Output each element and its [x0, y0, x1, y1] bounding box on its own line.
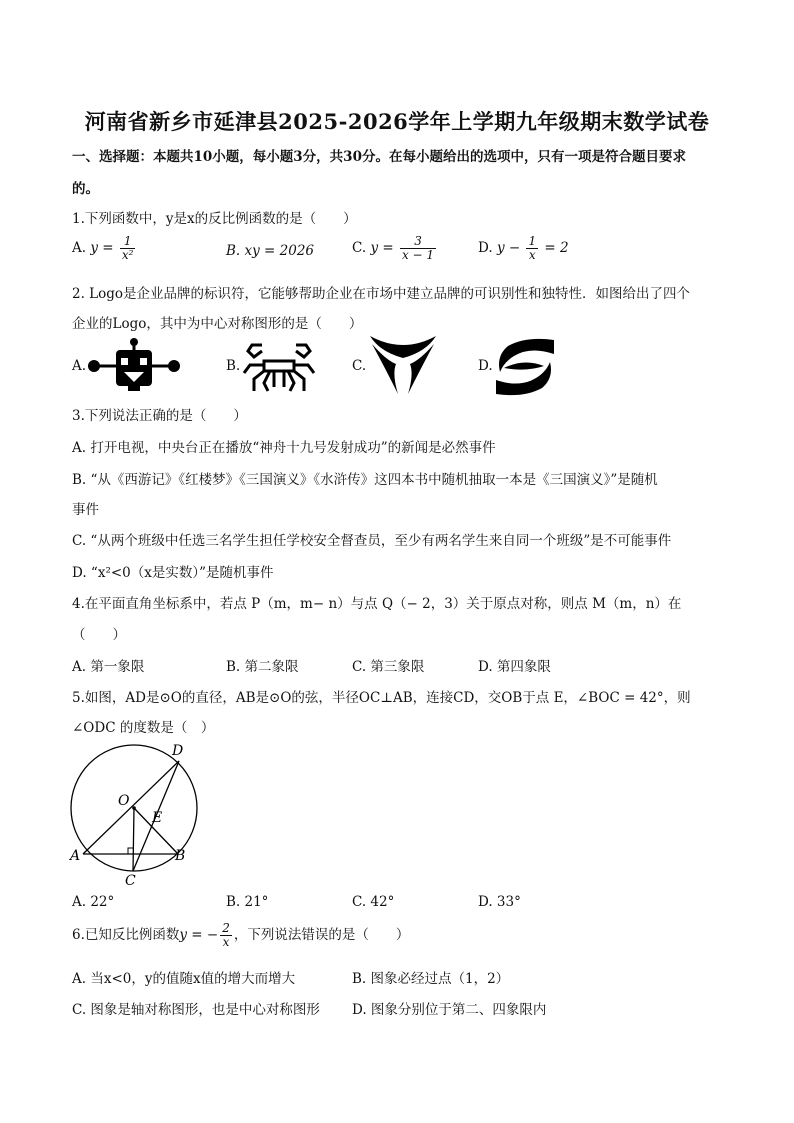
q6-option-c: C. 图象是轴对称图形，也是中心对称图形: [72, 1002, 320, 1018]
label-b: B: [175, 848, 186, 864]
q1-c-fraction: [400, 235, 436, 262]
q4-option-d: D. 第四象限: [478, 659, 551, 675]
q5-stem-2: ∠ODC 的度数是（ ）: [72, 720, 215, 736]
q3-stem: 3.下列说法正确的是（ ）: [72, 408, 247, 424]
q2-label-c: C.: [352, 358, 367, 374]
q6-stem: [72, 922, 409, 949]
q1-d-label: D.: [478, 240, 493, 256]
label-o: O: [118, 793, 130, 809]
q4-option-a: A. 第一象限: [72, 659, 145, 675]
q1-d-fraction: [526, 235, 538, 262]
q1-d-lhs: y −: [496, 240, 521, 256]
q3-option-b-1: B. “从《西游记》《红楼梦》《三国演义》《水浒传》这四本书中随机抽取一本是《三国演义》”是随机: [72, 472, 658, 488]
label-c: C: [125, 873, 136, 888]
q1-a-num: 1: [120, 235, 136, 249]
q2-label-d: D.: [478, 358, 493, 374]
q6-den: x: [222, 935, 230, 949]
q3-option-a: A. 打开电视，中央台正在播放“神舟十九号发射成功”的新闻是必然事件: [72, 440, 496, 456]
q4-stem-1: 4.在平面直角坐标系中，若点 P（m，m− n）与点 Q（− 2，3）关于原点对称，则点 M（m，n）在: [72, 596, 682, 612]
q1-option-c: [352, 235, 438, 262]
exam-title: 河南省新乡市延津县2025-2026学年上学期九年级期末数学试卷: [84, 109, 710, 134]
q3-option-d: D. “x²<0（x是实数）”是随机事件: [72, 565, 274, 581]
q1-d-num: 1: [528, 234, 537, 248]
section-heading: 一、选择题：本题共10小题，每小题3分，共30分。在每小题给出的选项中，只有一项是符合题目要求: [72, 149, 686, 165]
q6-option-a: A. 当x<0，y的值随x值的增大而增大: [72, 971, 296, 987]
q1-a-den: x²: [121, 248, 134, 262]
q1-option-a: [72, 235, 137, 262]
label-d: D: [172, 743, 184, 759]
q4-stem-2: （ ）: [72, 627, 126, 643]
label-e: E: [152, 810, 163, 826]
q2-stem-2: 企业的Logo，其中为中心对称图形的是（ ）: [72, 316, 363, 332]
robot-logo-icon: [88, 338, 180, 394]
q5-option-c: C. 42°: [352, 894, 395, 910]
q3-option-c: C. “从两个班级中任选三名学生担任学校安全督查员，至少有两名学生来自同一个班级”是不可能事件: [72, 533, 672, 549]
q1-c-num: 3: [400, 235, 436, 249]
q5-stem-1: 5.如图，AD是⊙O的直径，AB是⊙O的弦，半径OC⊥AB，连接CD，交OB于点 E，∠BOC = 42°，则: [72, 690, 691, 706]
q6-num: 2: [222, 921, 230, 935]
section-heading-cont: 的。: [72, 181, 99, 197]
q1-d-rhs: = 2: [544, 240, 569, 256]
label-a: A: [70, 848, 81, 864]
crab-logo-icon: [238, 337, 320, 395]
tri-blade-logo-icon: [368, 334, 438, 396]
q6-option-d: D. 图象分别位于第二、四象限内: [352, 1002, 547, 1018]
q6-stem-lhs: y = −: [179, 927, 219, 943]
q1-a-label: A.: [72, 240, 87, 256]
q6-stem-post: ，下列说法错误的是（ ）: [233, 927, 410, 943]
q2-label-b: B.: [226, 358, 241, 374]
q4-option-b: B. 第二象限: [226, 659, 299, 675]
circle-geometry-figure: [66, 738, 216, 888]
q6-fraction: [220, 922, 232, 949]
q1-c-label: C.: [352, 240, 367, 256]
q5-option-d: D. 33°: [478, 894, 521, 910]
q1-c-den: x − 1: [401, 248, 435, 262]
q1-option-d: [478, 235, 569, 262]
q1-stem: 1.下列函数中，y是x的反比例函数的是（ ）: [72, 211, 357, 227]
q1-c-lhs: y =: [370, 240, 394, 256]
q3-option-b-2: 事件: [72, 502, 99, 518]
q4-option-c: C. 第三象限: [352, 659, 425, 675]
wave-logo-icon: [494, 338, 556, 396]
q1-d-den: x: [528, 248, 536, 262]
q1-a-lhs: y =: [90, 240, 114, 256]
q6-option-b: B. 图象必经过点（1，2）: [352, 971, 510, 987]
q1-option-b: B. xy = 2026: [226, 243, 314, 259]
q5-option-a: A. 22°: [72, 894, 115, 910]
q5-option-b: B. 21°: [226, 894, 269, 910]
q1-a-fraction: [120, 235, 136, 262]
q6-stem-pre: 6.已知反比例函数: [72, 927, 180, 943]
q2-label-a: A.: [72, 358, 87, 374]
q2-stem-1: 2. Logo是企业品牌的标识符，它能够帮助企业在市场中建立品牌的可识别性和独特性．如图给出了四个: [72, 286, 691, 302]
